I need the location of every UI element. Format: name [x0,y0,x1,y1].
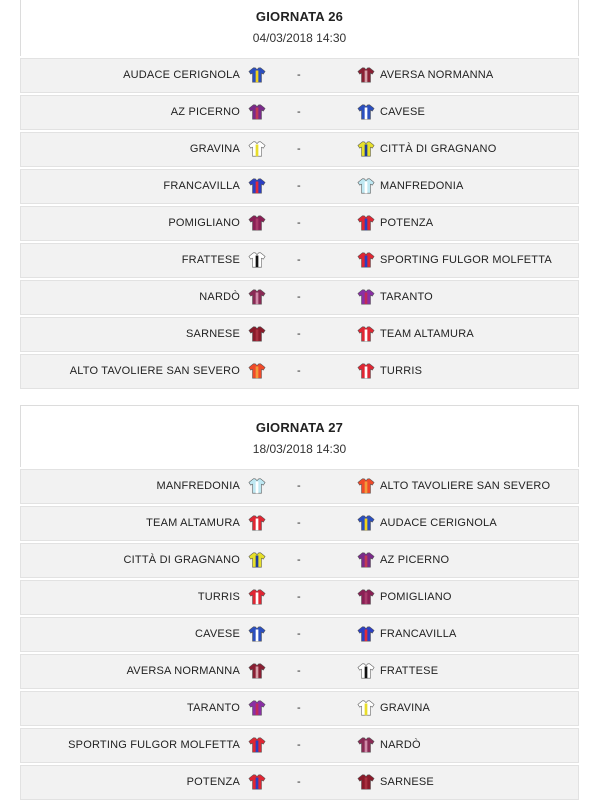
home-team-name: POTENZA [186,776,240,788]
away-team[interactable] [380,655,438,688]
home-jersey-icon [248,177,266,195]
round-section [20,0,579,389]
away-team-name: POTENZA [380,217,434,229]
home-team-name: AVERSA NORMANNA [126,665,240,677]
home-jersey-icon [248,103,266,121]
home-team[interactable] [198,581,240,614]
round-title: GIORNATA 27 [255,420,344,435]
match-row[interactable] [20,728,579,763]
home-jersey-icon [248,66,266,84]
match-row[interactable] [20,654,579,689]
away-jersey-icon [357,66,375,84]
match-score: - [297,254,301,266]
match-row[interactable] [20,617,579,652]
away-team-name: FRATTESE [380,665,439,677]
away-jersey-icon [357,214,375,232]
away-jersey-icon [357,699,375,717]
match-score: - [297,702,301,714]
away-jersey-icon [357,177,375,195]
home-team[interactable] [68,729,240,762]
away-team[interactable] [380,692,430,725]
match-score: - [297,106,301,118]
away-team-name: TEAM ALTAMURA [380,328,474,340]
home-team[interactable] [186,318,240,351]
away-jersey-icon [357,588,375,606]
match-score: - [297,480,301,492]
match-score: - [297,180,301,192]
match-score: - [297,328,301,340]
match-row[interactable] [20,506,579,541]
home-team[interactable] [199,281,240,314]
away-jersey-icon [357,736,375,754]
away-team[interactable] [380,170,463,203]
away-team[interactable] [380,507,497,540]
round-date: 04/03/2018 14:30 [252,31,347,45]
round-header [20,405,579,467]
away-team-name: ALTO TAVOLIERE SAN SEVERO [380,480,551,492]
match-row[interactable] [20,354,579,389]
match-row[interactable] [20,243,579,278]
home-team[interactable] [124,544,240,577]
match-score: - [297,628,301,640]
home-jersey-icon [248,477,266,495]
home-jersey-icon [248,588,266,606]
round-date: 18/03/2018 14:30 [252,442,347,456]
home-jersey-icon [248,551,266,569]
away-jersey-icon [357,662,375,680]
home-jersey-icon [248,699,266,717]
home-jersey-icon [248,736,266,754]
match-score: - [297,665,301,677]
home-team-name: FRANCAVILLA [163,180,240,192]
home-team-name: SARNESE [186,328,240,340]
away-jersey-icon [357,140,375,158]
away-team[interactable] [380,729,421,762]
away-team-name: FRANCAVILLA [380,628,457,640]
round-section [20,405,579,800]
away-team[interactable] [380,281,433,314]
home-team-name: TEAM ALTAMURA [146,517,240,529]
away-team-name: TURRIS [380,365,423,377]
round-header [20,0,579,56]
away-jersey-icon [357,514,375,532]
home-team[interactable] [190,133,240,166]
home-team-name: NARDÒ [199,291,240,303]
away-team[interactable] [380,544,449,577]
match-score: - [297,554,301,566]
match-row[interactable] [20,95,579,130]
away-team[interactable] [380,318,474,351]
home-team[interactable] [146,507,240,540]
home-jersey-icon [248,514,266,532]
home-team[interactable] [171,96,240,129]
away-team[interactable] [380,581,452,614]
away-team-name: AUDACE CERIGNOLA [380,517,497,529]
match-score: - [297,69,301,81]
home-team-name: TARANTO [187,702,240,714]
home-team[interactable] [70,355,240,388]
home-team[interactable] [163,170,240,203]
away-team[interactable] [380,766,434,799]
home-jersey-icon [248,214,266,232]
home-team-name: CAVESE [194,628,240,640]
away-team-name: TARANTO [380,291,433,303]
match-score: - [297,739,301,751]
match-score: - [297,517,301,529]
away-team[interactable] [380,355,422,388]
away-team-name: MANFREDONIA [380,180,464,192]
away-team-name: CAVESE [380,106,426,118]
match-score: - [297,217,301,229]
home-team-name: GRAVINA [189,143,240,155]
match-score: - [297,291,301,303]
home-team[interactable] [195,618,240,651]
away-team-name: AZ PICERNO [380,554,450,566]
match-score: - [297,591,301,603]
home-team[interactable] [123,59,240,92]
away-team[interactable] [380,59,493,92]
home-jersey-icon [248,140,266,158]
home-team[interactable] [157,470,240,503]
away-team-name: NARDÒ [380,739,421,751]
match-row[interactable] [20,58,579,93]
away-jersey-icon [357,288,375,306]
away-team-name: CITTÀ DI GRAGNANO [380,143,497,155]
away-team[interactable] [380,96,425,129]
away-jersey-icon [357,103,375,121]
home-team[interactable] [127,655,240,688]
home-team-name: ALTO TAVOLIERE SAN SEVERO [69,365,240,377]
away-jersey-icon [357,362,375,380]
match-row[interactable] [20,206,579,241]
home-team[interactable] [168,207,240,240]
match-row[interactable] [20,691,579,726]
home-jersey-icon [248,362,266,380]
home-jersey-icon [248,662,266,680]
match-row[interactable] [20,317,579,352]
away-jersey-icon [357,477,375,495]
away-jersey-icon [357,625,375,643]
home-team-name: SPORTING FULGOR MOLFETTA [68,739,240,751]
match-row[interactable] [20,280,579,315]
match-row[interactable] [20,469,579,504]
home-team-name: TURRIS [197,591,240,603]
home-team-name: FRATTESE [181,254,240,266]
away-jersey-icon [357,251,375,269]
match-score: - [297,143,301,155]
away-team[interactable] [380,133,496,166]
match-row[interactable] [20,132,579,167]
away-team[interactable] [380,207,433,240]
home-team[interactable] [187,766,240,799]
home-jersey-icon [248,288,266,306]
match-row[interactable] [20,765,579,800]
home-team[interactable] [182,244,240,277]
away-team[interactable] [380,470,550,503]
home-team-name: POMIGLIANO [168,217,240,229]
match-score: - [297,776,301,788]
home-jersey-icon [248,625,266,643]
match-row[interactable] [20,580,579,615]
away-team[interactable] [380,618,457,651]
away-team-name: POMIGLIANO [380,591,452,603]
home-team-name: CITTÀ DI GRAGNANO [123,554,240,566]
away-team-name: SPORTING FULGOR MOLFETTA [380,254,552,266]
away-jersey-icon [357,773,375,791]
match-row[interactable] [20,169,579,204]
match-score: - [297,365,301,377]
away-team-name: AVERSA NORMANNA [380,69,494,81]
round-title: GIORNATA 26 [255,9,344,24]
home-team[interactable] [187,692,240,725]
away-jersey-icon [357,551,375,569]
home-team-name: MANFREDONIA [156,480,240,492]
away-jersey-icon [357,325,375,343]
away-team[interactable] [380,244,552,277]
home-jersey-icon [248,251,266,269]
away-team-name: SARNESE [380,776,434,788]
match-row[interactable] [20,543,579,578]
home-team-name: AUDACE CERIGNOLA [123,69,240,81]
home-jersey-icon [248,773,266,791]
home-jersey-icon [248,325,266,343]
away-team-name: GRAVINA [380,702,431,714]
home-team-name: AZ PICERNO [170,106,240,118]
